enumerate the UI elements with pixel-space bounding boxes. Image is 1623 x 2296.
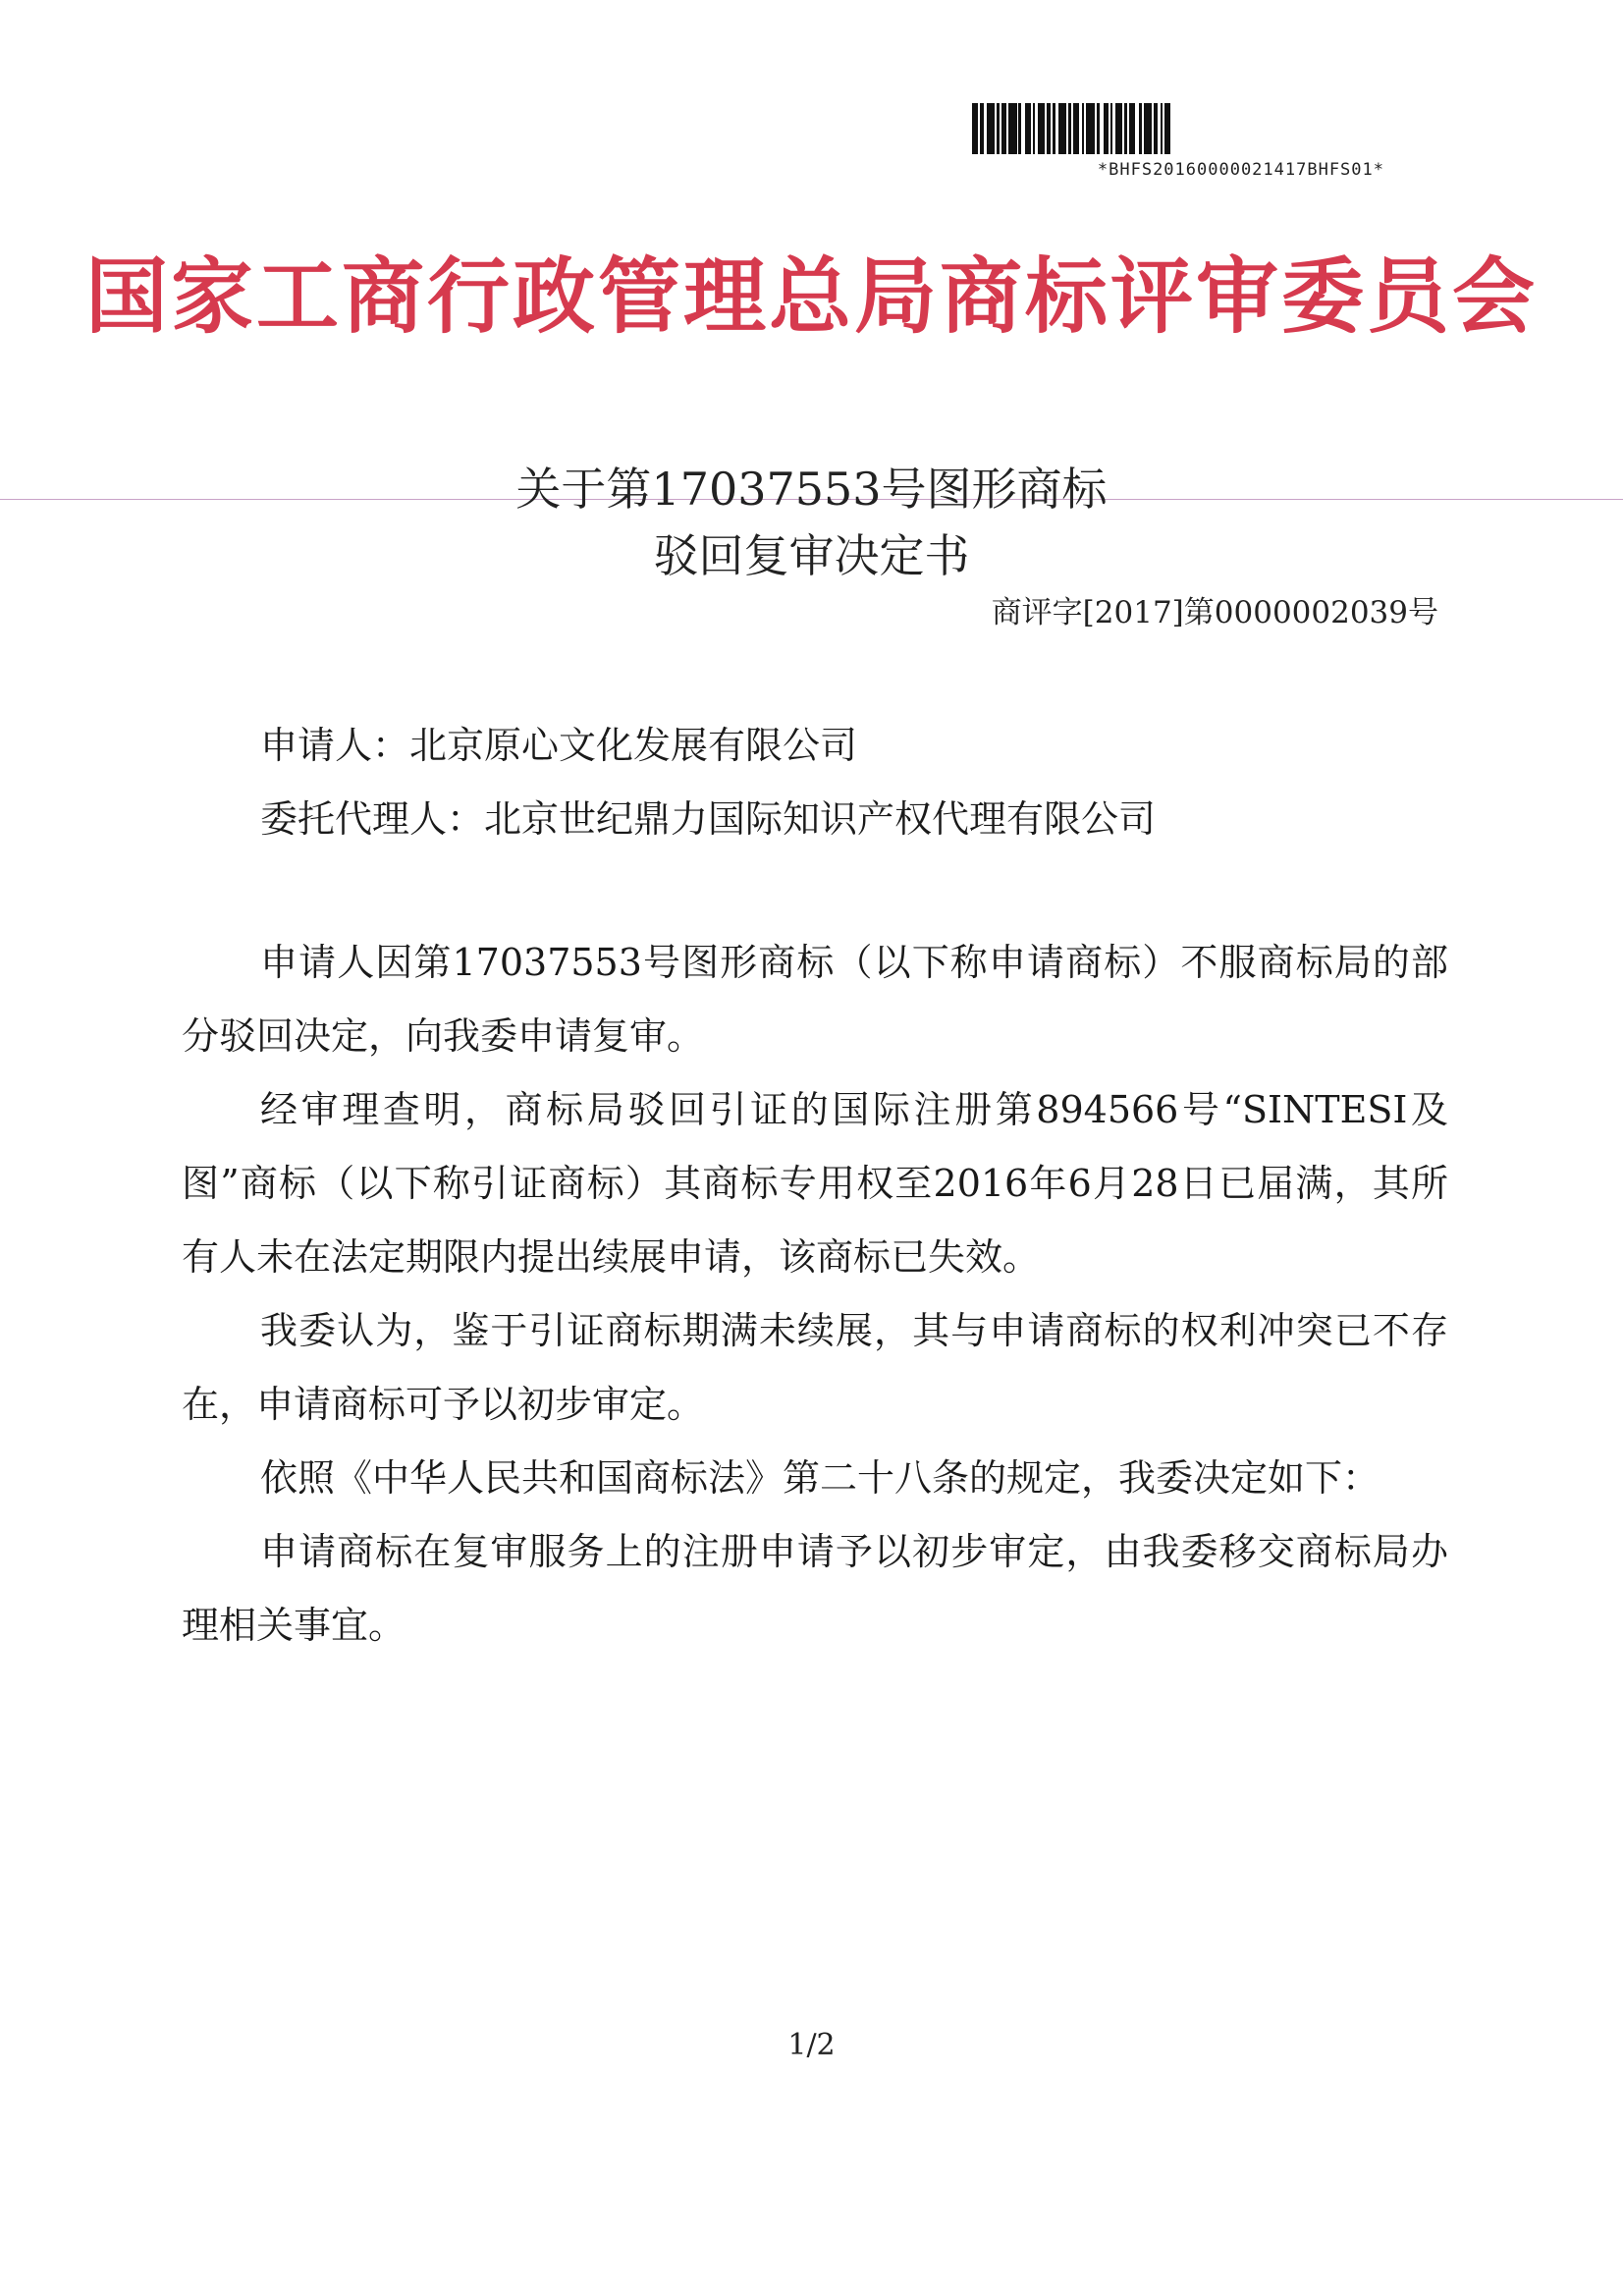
paragraph-2: 经审理查明，商标局驳回引证的国际注册第894566号“SINTESI及图”商标（以下称引证商标）其商标专用权至2016年6月28日已届满，其所有人未在法定期限内提出续展申请，该商标已失效。 [182, 1088, 1448, 1279]
barcode-bars [972, 103, 1384, 154]
barcode-bar [1115, 103, 1122, 154]
barcode-text: *BHFS20160000021417BHFS01* [1097, 160, 1384, 180]
paragraph-5: 申请商标在复审服务上的注册申请予以初步审定，由我委移交商标局办理相关事宜。 [182, 1530, 1448, 1647]
barcode [972, 103, 1384, 180]
paragraph-1: 申请人因第17037553号图形商标（以下称申请商标）不服商标局的部分驳回决定，向我委申请复审。 [182, 941, 1448, 1058]
barcode-bar [987, 103, 995, 154]
organization-title: 国家工商行政管理总局商标评审委员会 [84, 248, 1538, 345]
barcode-bar [1164, 103, 1170, 154]
page-number: 1/2 [787, 2028, 836, 2062]
paragraph-4: 依照《中华人民共和国商标法》第二十八条的规定，我委决定如下： [260, 1456, 1380, 1500]
barcode-bar [1058, 103, 1066, 154]
document-title-line2: 驳回复审决定书 [653, 529, 970, 582]
document-number: 商评字[2017]第0000002039号 [991, 595, 1438, 630]
agent: 委托代理人：北京世纪鼎力国际知识产权代理有限公司 [260, 797, 1157, 841]
paragraph-3: 我委认为，鉴于引证商标期满未续展，其与申请商标的权利冲突已不存在，申请商标可予以初步审定。 [182, 1309, 1448, 1426]
barcode-bar [1038, 103, 1045, 154]
barcode-bar [1008, 103, 1017, 154]
document-title-line1: 关于第17037553号图形商标 [515, 463, 1108, 516]
barcode-bar [1086, 103, 1095, 154]
applicant: 申请人：北京原心文化发展有限公司 [260, 724, 858, 767]
barcode-bar [1144, 103, 1152, 154]
